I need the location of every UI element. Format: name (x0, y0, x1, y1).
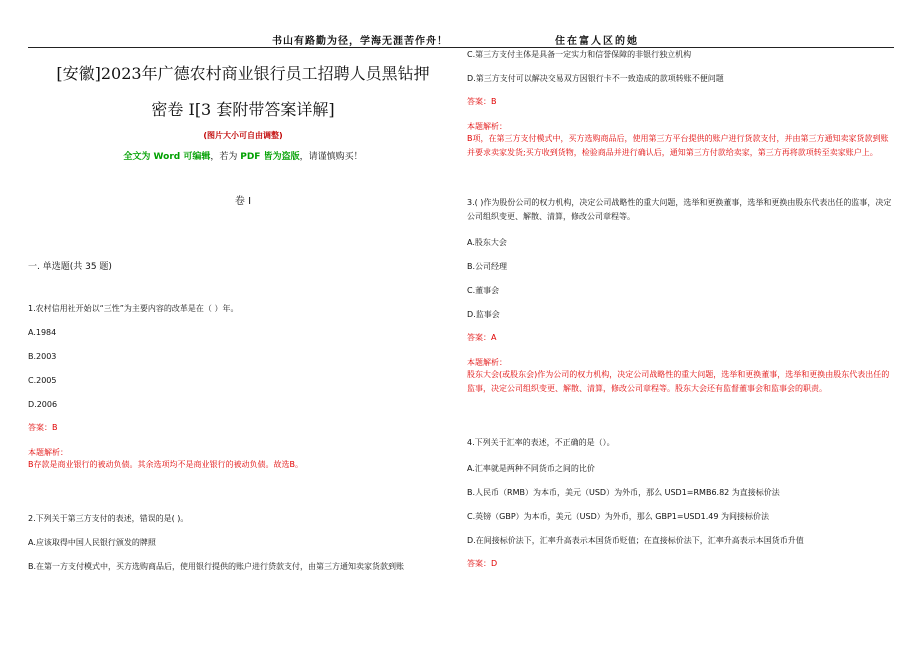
q4-option-c: C.英镑（GBP）为本币，美元（USD）为外币，那么 GBP1=USD1.49 为间接标价法 (467, 512, 770, 521)
q2-explain-label: 本题解析： (467, 122, 507, 131)
q1-option-b: B.2003 (28, 352, 57, 361)
q3-option-c: C.董事会 (467, 286, 500, 295)
q3-option-b: B.公司经理 (467, 262, 508, 271)
q2-option-d: D.第三方支付可以解决交易双方因银行卡不一致造成的款项转账不便问题 (467, 74, 724, 83)
page-header (0, 0, 920, 47)
edit-notice-word: 全文为 Word 可编辑 (123, 152, 211, 162)
title-line-1: [安徽]2023年广德农村商业银行员工招聘人员黑钻押 (56, 64, 430, 83)
q3-option-a: A.股东大会 (467, 238, 507, 247)
section-heading: 一. 单选题(共 35 题) (28, 262, 112, 272)
q1-explain-label: 本题解析： (28, 448, 68, 457)
q4-stem: 4.下列关于汇率的表述，不正确的是（）。 (467, 438, 615, 447)
volume-label: 卷 I (234, 196, 252, 207)
q2-explain: B项，在第三方支付模式中，买方选购商品后，使用第三方平台提供的账户进行货款支付，并由第三方通知卖家货款到账并要求卖家发货;买方收到货物，检验商品并进行确认后，通知第三方付款给卖家，第三方再将款项转至卖家账户上。 (467, 134, 889, 157)
q4-option-a: A.汇率就是两种不同货币之间的比价 (467, 464, 595, 473)
title-line-2: 密卷 I[3 套附带答案详解] (151, 100, 335, 119)
q1-stem: 1.农村信用社开始以“三性”为主要内容的改革是在（ ）年。 (28, 304, 239, 313)
q2-option-c: C.第三方支付主体是具备一定实力和信誉保障的非银行独立机构 (467, 50, 692, 59)
header-right-slogan (555, 32, 645, 47)
q2-option-b: B.在第一方支付模式中，买方选购商品后，使用银行提供的账户进行贷款支付，由第三方通知卖家货款到账 (28, 562, 405, 571)
image-size-note: (图片大小可自由调整) (203, 131, 283, 140)
q1-option-c: C.2005 (28, 376, 57, 385)
q4-answer: 答案：D (467, 559, 498, 568)
q1-explain: B存款是商业银行的被动负债。其余选项均不是商业银行的被动负债。故选B。 (28, 460, 303, 469)
header-left-slogan: 书山有路勤为径，学海无涯苦作舟！ (272, 36, 448, 47)
q1-answer: 答案：B (28, 423, 58, 432)
q3-explain-label: 本题解析： (467, 358, 507, 367)
q4-option-d: D.在间接标价法下，汇率升高表示本国货币贬值；在直接标价法下，汇率升高表示本国货币升值 (467, 536, 804, 545)
q2-stem: 2.下列关于第三方支付的表述，错误的是( )。 (28, 514, 189, 523)
document-title (28, 56, 458, 128)
q1-option-d: D.2006 (28, 400, 58, 409)
q3-option-d: D.监事会 (467, 310, 500, 319)
edit-notice-end: ，请谨慎购买！ (299, 152, 363, 162)
edit-notice-pdf: PDF 皆为盗版 (240, 152, 300, 162)
edit-notice-mid: ，若为 (210, 152, 241, 162)
q2-answer: 答案：B (467, 97, 497, 106)
q3-explain: 股东大会(或股东会)作为公司的权力机构，决定公司战略性的重大问题，选举和更换董事，选举和更换由股东代表出任的监事，决定公司组织变更、解散、清算，修改公司章程等。股东大会还有监督董事会和监事会的职责。 (467, 370, 890, 393)
left-column (28, 48, 458, 574)
q3-stem: 3.( )作为股份公司的权力机构，决定公司战略性的重大问题，选举和更换董事，选举和更换由股东代表出任的监事，决定公司组织变更、解散、清算，修改公司章程等。 (467, 198, 892, 221)
header-right-slogan-text: 住在富人区的她 (555, 36, 639, 47)
q2-option-a: A.应该取得中国人民银行颁发的牌照 (28, 538, 156, 547)
q4-option-b: B.人民币（RMB）为本币，美元（USD）为外币，那么 USD1=RMB6.82 为直接标价法 (467, 488, 780, 497)
q1-option-a: A.1984 (28, 328, 57, 337)
q3-answer: 答案：A (467, 333, 497, 342)
right-column (467, 48, 895, 569)
edit-notice (28, 149, 458, 162)
